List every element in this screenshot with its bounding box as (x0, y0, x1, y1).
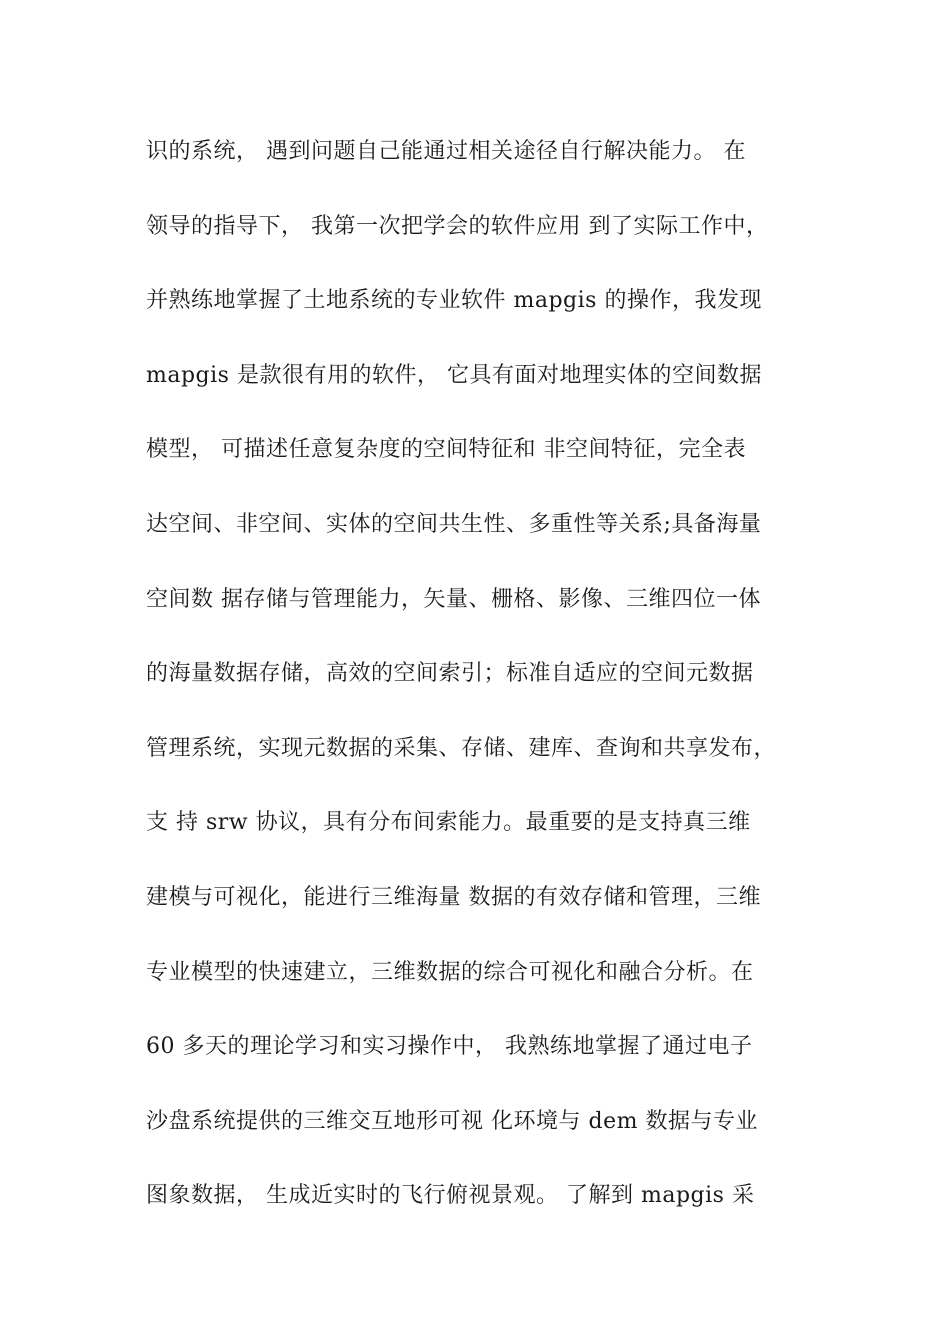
text-line: 模型， 可描述任意复杂度的空间特征和 非空间特征，完全表 (146, 437, 746, 463)
text-line: 管理系统，实现元数据的采集、存储、建库、查询和共享发布， (146, 735, 777, 761)
text-line: 沙盘系统提供的三维交互地形可视 化环境与 dem 数据与专业 (146, 1108, 758, 1134)
text-line: mapgis 是款很有用的软件， 它具有面对地理实体的空间数据 (146, 362, 762, 388)
text-line: 60 多天的理论学习和实习操作中， 我熟练地掌握了通过电子 (146, 1034, 753, 1060)
text-line: 的海量数据存储，高效的空间索引；标准自适应的空间元数据 (146, 661, 754, 687)
body-paragraph (146, 132, 826, 1251)
text-line: 专业模型的快速建立，三维数据的综合可视化和融合分析。在 (146, 959, 754, 985)
text-line: 建模与可视化，能进行三维海量 数据的有效存储和管理，三维 (146, 884, 761, 910)
text-line: 领导的指导下， 我第一次把学会的软件应用 到了实际工作中， (146, 213, 769, 239)
text-line: 图象数据， 生成近实时的飞行俯视景观。 了解到 mapgis 采 (146, 1183, 755, 1209)
text-line: 识的系统， 遇到问题自己能通过相关途径自行解决能力。 在 (146, 139, 746, 164)
text-line: 支 持 srw 协议，具有分布间索能力。最重要的是支持真三维 (146, 810, 751, 836)
text-line: 并熟练地掌握了土地系统的专业软件 mapgis 的操作，我发现 (146, 288, 762, 314)
text-line: 空间数 据存储与管理能力，矢量、栅格、影像、三维四位一体 (146, 586, 761, 612)
text-line: 达空间、非空间、实体的空间共生性、多重性等关系;具备海量 (146, 511, 762, 537)
